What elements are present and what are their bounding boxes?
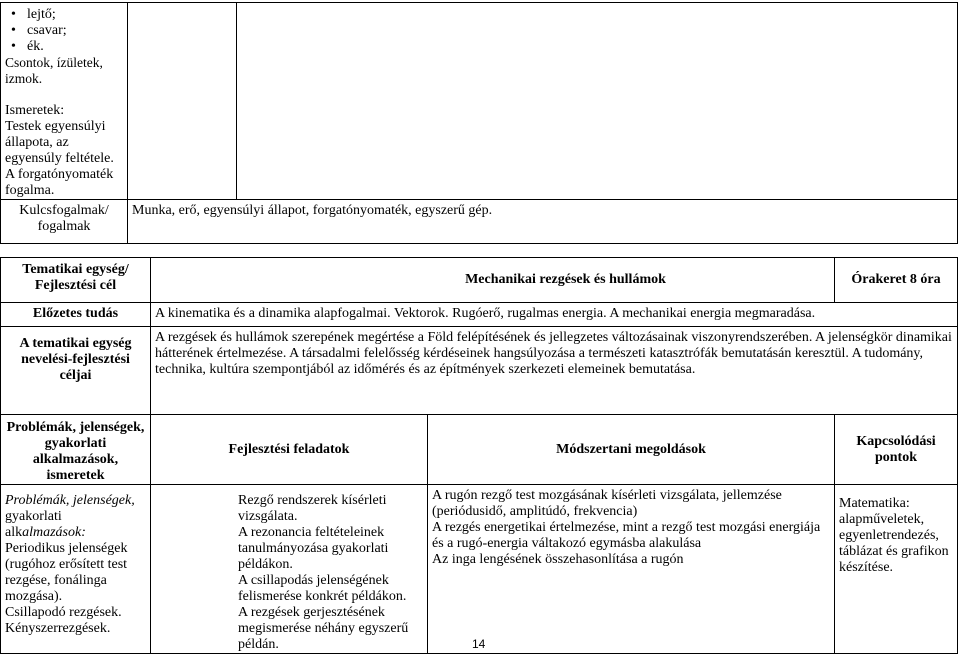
problems-mixed-italic: almazások: [22, 525, 86, 540]
knowledge-line: egyensúly feltétele. [5, 151, 114, 166]
prior-knowledge-label: Előzetes tudás [1, 303, 151, 327]
unit-label-line: Fejlesztési cél [34, 278, 117, 293]
top-table [0, 2, 958, 244]
development-line: A rezgések gerjesztésének megismerése néhány egyszerű példán. [238, 605, 409, 652]
header-methods: Módszertani megoldások [428, 415, 835, 485]
header-connections: Kapcsolódási pontok [835, 415, 958, 485]
list-item: • lejtő; [27, 7, 123, 23]
key-concepts-label-line: fogalmak [37, 219, 91, 234]
knowledge-line: Testek egyensúlyi állapota, az [5, 119, 106, 150]
key-concepts-value: Munka, erő, egyensúlyi állapot, forgatónyomaték, egyszerű gép. [128, 200, 958, 244]
problems-cell [1, 485, 151, 654]
header-problems: Problémák, jelenségek, gyakorlati alkalmazások, ismeretek [1, 415, 151, 485]
goals-label [1, 327, 151, 415]
knowledge-right-cell [128, 3, 237, 200]
knowledge-heading: Ismeretek: [5, 103, 65, 118]
development-line: A csillapodás jelenségének felismerése konkrét példákon. [238, 573, 407, 604]
key-concepts-label-line: Kulcsfogalmak/ [19, 203, 109, 218]
list-item: • csavar; [27, 23, 123, 39]
list-item: • ék. [27, 39, 123, 55]
methods-line: A rezgés energetikai értelmezése, mint a rezgő test mozgási energiája és a rugó-energia váltakozó egymásba alakulása [432, 520, 821, 551]
unit-label-line: Tematikai egység/ [22, 262, 129, 277]
goals-label-line: nevelési-fejlesztési [21, 352, 130, 367]
page-number: 14 [472, 637, 486, 651]
problems-mixed-plain: gyakorlati alk [5, 509, 62, 540]
connections-cell: Matematika: alapműveletek, egyenletrendezés, táblázat és grafikon készítése. [835, 485, 958, 654]
goals-value: A rezgések és hullámok szerepének megértése a Föld felépítésének és jellegzetes változásainak viszonyrendszerében. A jelenségkör dinamikai hátterének értelmezése. A társadalmi felelősség kérdéseinek hangsúlyozása a természeti katasztrófák bemutatásán keresztül. A tudomány, technika, kultúra szempontjából az időmérés és az építmények szerkezeti elemeinek bemutatása. [151, 327, 958, 415]
simple-machines-list [5, 7, 123, 55]
problems-line: Periodikus jelenségek (rugóhoz erősített test rezgése, fonálinga mozgása). [5, 541, 128, 604]
header-development: Fejlesztési feladatok [151, 415, 428, 485]
unit-table [0, 257, 958, 654]
knowledge-empty-cell [237, 3, 958, 200]
problems-italic-line: Problémák, jelenségek, [5, 493, 135, 508]
unit-title: Mechanikai rezgések és hullámok [151, 258, 835, 303]
knowledge-cell [1, 3, 128, 200]
unit-label [1, 258, 151, 303]
problems-line: Csillapodó rezgések. [5, 605, 122, 620]
goals-label-line: céljai [59, 368, 92, 383]
knowledge-line: A forgatónyomaték fogalma. [5, 167, 114, 198]
development-line: Rezgő rendszerek kísérleti vizsgálata. [238, 493, 387, 524]
anatomy-text: Csontok, ízületek, izmok. [5, 55, 103, 86]
problems-mixed-line [5, 509, 146, 541]
key-concepts-label [1, 200, 128, 244]
development-cell [151, 485, 428, 654]
methods-line: A rugón rezgő test mozgásának kísérleti vizsgálata, jellemzése (periódusidő, amplitúdó, frekvencia) [432, 488, 782, 519]
hours-cell: Órakeret 8 óra [835, 258, 958, 303]
goals-label-line: A tematikai egység [19, 336, 132, 351]
problems-line: Kényszerrezgések. [5, 621, 111, 636]
prior-knowledge-value: A kinematika és a dinamika alapfogalmai. Vektorok. Rugóerő, rugalmas energia. A mechanikai energia megmaradása. [151, 303, 958, 327]
methods-cell [428, 485, 835, 654]
methods-line: Az inga lengésének összehasonlítása a rugón [432, 552, 684, 567]
development-line: A rezonancia feltételeinek tanulmányozása gyakorlati példákon. [238, 525, 389, 572]
